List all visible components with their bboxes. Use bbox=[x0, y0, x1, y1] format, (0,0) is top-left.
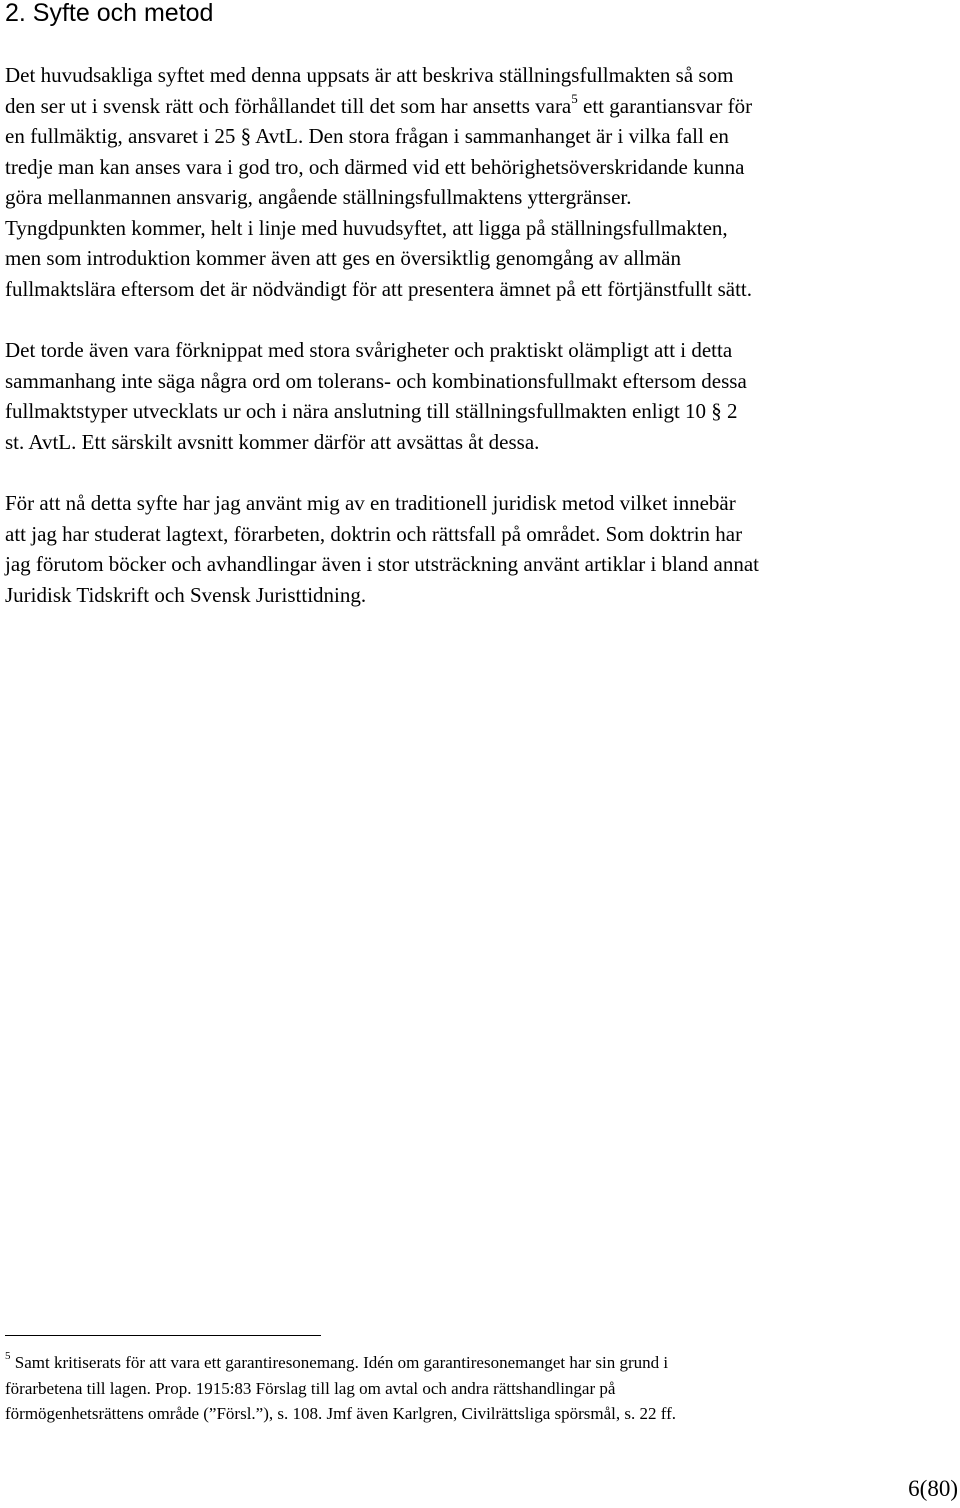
text-line: Juridisk Tidskrift och Svensk Juristtidning. bbox=[5, 582, 367, 607]
section-heading: 2. Syfte och metod bbox=[5, 0, 214, 27]
text-line: För att nå detta syfte har jag använt mig av en traditionell juridisk metod vilket innebär bbox=[5, 491, 736, 515]
footnote-line bbox=[5, 1350, 956, 1376]
text-line: fullmaktslära eftersom det är nödvändigt för att presentera ämnet på ett förtjänstfullt sätt. bbox=[5, 276, 752, 301]
text-line: en fullmäktig, ansvaret i 25 § AvtL. Den stora frågan i sammanhanget är i vilka fall en bbox=[5, 124, 729, 148]
footnote-divider bbox=[5, 1335, 321, 1336]
text-line: göra mellanmannen ansvarig, angående ställningsfullmaktens yttergränser. bbox=[5, 185, 632, 209]
footnote-line: förmögenhetsrättens område (”Försl.”), s. 108. Jmf även Karlgren, Civilrättsliga spörsmål, s. 22 ff. bbox=[5, 1404, 677, 1423]
text-line: men som introduktion kommer även att ges en översiktlig genomgång av allmän bbox=[5, 246, 681, 270]
footnote bbox=[5, 1350, 956, 1427]
text-segment: den ser ut i svensk rätt och förhållandet till det som har ansetts vara bbox=[5, 93, 572, 118]
text-line: Tyngdpunkten kommer, helt i linje med huvudsyftet, att ligga på ställningsfullmakten, bbox=[5, 215, 728, 240]
text-line bbox=[5, 91, 956, 122]
text-line: att jag har studerat lagtext, förarbeten, doktrin och rättsfall på området. Som doktrin har bbox=[5, 521, 743, 546]
text-line: fullmaktstyper utvecklats ur och i nära anslutning till ställningsfullmakten enligt 10 § 2 bbox=[5, 399, 738, 423]
text-line: sammanhang inte säga några ord om tolerans- och kombinationsfullmakt eftersom dessa bbox=[5, 368, 747, 393]
paragraph-method bbox=[5, 488, 956, 610]
text-line: Det huvudsakliga syftet med denna uppsats är att beskriva ställningsfullmakten så som bbox=[5, 63, 734, 87]
footnote-number: 5 bbox=[5, 1350, 11, 1363]
paragraph-purpose bbox=[5, 60, 956, 304]
text-line: st. AvtL. Ett särskilt avsnitt kommer därför att avsättas åt dessa. bbox=[5, 429, 540, 454]
text-segment: ett garantiansvar för bbox=[577, 93, 753, 118]
text-segment: Samt kritiserats för att vara ett garantiresonemang. Idén om garantiresonemanget har sin grund i bbox=[10, 1353, 669, 1372]
footnote-line: förarbetena till lagen. Prop. 1915:83 Förslag till lag om avtal och andra rättshandlingar på bbox=[5, 1378, 616, 1398]
text-line: Det torde även vara förknippat med stora svårigheter och praktiskt olämpligt att i detta bbox=[5, 338, 733, 362]
footnote-reference[interactable]: 5 bbox=[571, 90, 578, 106]
text-line: tredje man kan anses vara i god tro, och därmed vid ett behörighetsöverskridande kunna bbox=[5, 154, 745, 179]
paragraph-tolerance bbox=[5, 335, 956, 457]
text-line: jag förutom böcker och avhandlingar även i stor utsträckning använt artiklar i bland annat bbox=[5, 552, 760, 576]
page-number: 6(80) bbox=[908, 1476, 958, 1501]
